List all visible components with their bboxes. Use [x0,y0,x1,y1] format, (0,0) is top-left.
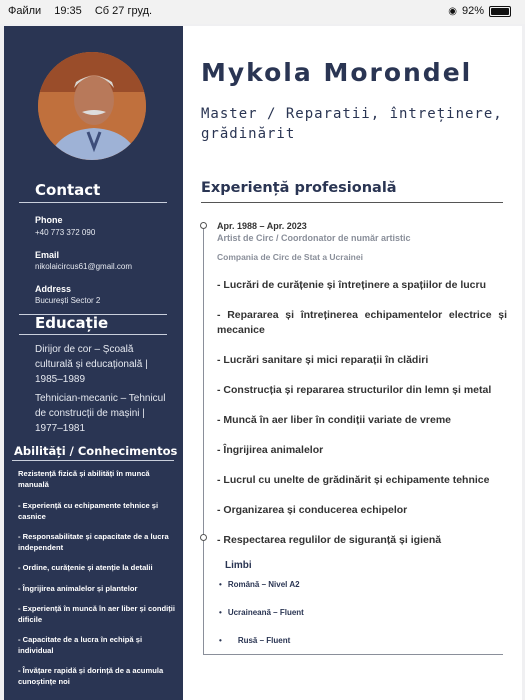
candidate-name: Mykola Morondel [201,58,473,87]
experience-heading: Experiență profesională [201,180,397,196]
battery-icon [489,6,511,17]
address-label: Address [35,284,72,294]
address-value: București Sector 2 [35,296,101,305]
skill-item: - Experiență în muncă în aer liber și condiții dificile [18,604,175,624]
responsibility-item: - Respectarea regulilor de siguranță și igienă [217,534,442,546]
resume-page [4,26,522,700]
job-role: Artist de Circ / Coordonator de număr artistic [217,233,411,243]
skill-item: - Experiență cu echipamente tehnice și casnice [18,501,159,521]
education-divider [19,334,167,335]
job-company: Compania de Circ de Stat a Ucrainei [217,252,363,262]
status-bar [0,0,525,24]
responsibility-item: - Lucrări de curățenie și întreținere a spațiilor de lucru [217,279,486,291]
profile-photo [38,52,146,160]
timeline-end-line [203,654,503,655]
contact-heading: Contact [35,181,101,199]
skill-item: - Învățare rapidă și dorință de a acumula cunoștințe noi [18,666,164,686]
phone-label: Phone [35,215,63,225]
wifi-icon: ◉ [448,5,457,17]
responsibility-item: - Repararea și întreținerea echipamentelor electrice și mecanice [217,309,507,336]
skill-item: - Îngrijirea animalelor și plantelor [18,584,138,593]
resume-sidebar [4,26,183,700]
job-dates: Apr. 1988 – Apr. 2023 [217,221,307,231]
education-heading: Educație [35,314,109,332]
email-label: Email [35,250,60,260]
skill-item: - Ordine, curățenie și atenție la detalii [18,563,153,572]
responsibility-item: - Lucrul cu unelte de grădinărit și echipamente tehnice [217,474,490,486]
language-item: • Ucraineană – Fluent [219,608,304,617]
language-label: Rusă – Fluent [237,636,291,645]
responsibility-item: - Lucrări sanitare și mici reparații în clădiri [217,354,429,366]
timeline-line [203,224,204,654]
timeline-dot [200,222,207,229]
skill-item: - Capacitate de a lucra în echipă și individual [18,635,143,655]
status-date: Сб 27 груд. [94,5,153,17]
skill-item: Rezistență fizică și abilități în muncă manuală [18,469,150,489]
language-label: Română – Nivel A2 [227,580,300,589]
language-label: Ucraineană – Fluent [227,608,304,617]
responsibility-item: - Muncă în aer liber în condiții variate de vreme [217,414,451,426]
education-item: Dirijor de cor – Școală culturală și educațională | 1985–1989 [35,344,148,385]
skills-heading: Abilități / Conhecimentos [14,444,178,458]
status-time: 19:35 [54,5,82,17]
resume-main [183,26,522,700]
responsibility-item: - Organizarea și conducerea echipelor [217,504,408,516]
responsibility-item: - Construcția și repararea structurilor din lemn și metal [217,384,492,396]
languages-heading: Limbi [225,560,252,571]
experience-divider [201,202,503,203]
skill-item: - Responsabilitate și capacitate de a lucra independent [18,532,169,552]
email-value[interactable]: nikolaicircus61@gmail.com [35,262,133,271]
education-item: Tehnician-mecanic – Tehnicul de construcții de mașini | 1977–1981 [35,393,166,434]
candidate-subtitle: Master / Reparatii, întreținere, grădinărit [201,106,503,142]
phone-value: +40 773 372 090 [35,228,96,237]
back-to-app-link[interactable]: Файли [8,5,42,17]
language-item: • Rusă – Fluent [219,636,291,645]
contact-divider [19,202,167,203]
skills-divider [12,460,174,461]
timeline-dot [200,534,207,541]
language-item: • Română – Nivel A2 [219,580,300,589]
battery-percent: 92% [461,5,484,17]
responsibility-item: - Îngrijirea animalelor [217,444,324,456]
